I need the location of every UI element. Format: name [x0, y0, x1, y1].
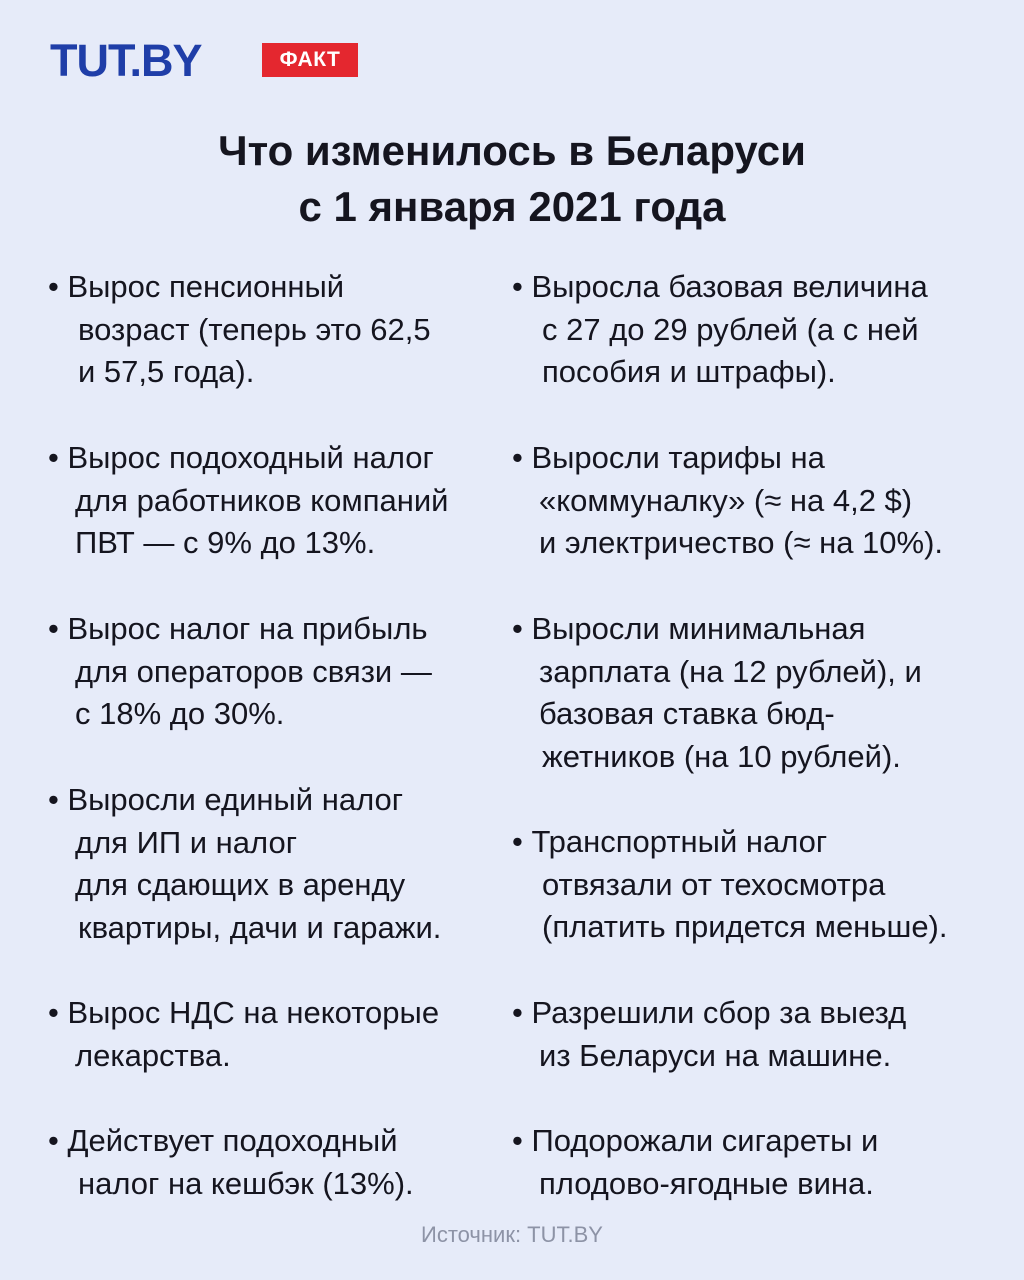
item-line: жетников (на 10 рублей). — [542, 738, 901, 774]
item-line: для работников компаний — [75, 482, 449, 518]
item-line: • Вырос налог на прибыль — [48, 608, 432, 651]
page-title — [0, 123, 1024, 235]
item-line: (платить придется меньше). — [542, 909, 948, 944]
item-line: • Действует подоходный — [48, 1120, 414, 1163]
item-line: квартиры, дачи и гаражи. — [78, 909, 442, 945]
item-line: • Выросли минимальная — [512, 608, 922, 651]
list-item-pension-age — [48, 266, 431, 394]
source-note: Источник: TUT.BY — [421, 1222, 603, 1247]
item-line: из Беларуси на машине. — [539, 1037, 892, 1073]
item-line: для ИП и налог — [75, 824, 298, 860]
item-line: и электричество (≈ на 10%). — [539, 525, 944, 560]
item-line: пособия и штрафы). — [542, 354, 836, 389]
title-line-2: с 1 января 2021 года — [298, 183, 726, 230]
item-line: ПВТ — с 9% до 13%. — [75, 525, 376, 560]
list-item-single-tax — [48, 779, 441, 949]
list-item-profit-tax-telecom — [48, 608, 432, 736]
fakt-badge: ФАКТ — [262, 43, 358, 77]
item-line: • Вырос НДС на некоторые — [48, 992, 439, 1035]
item-line: для сдающих в аренду — [75, 867, 406, 902]
logo-text: TUT.BY — [50, 35, 202, 86]
item-line: • Выросли единый налог — [48, 779, 441, 822]
item-line: с 18% до 30%. — [75, 696, 285, 731]
item-line: лекарства. — [75, 1037, 231, 1073]
item-line: плодово-ягодные вина. — [539, 1165, 874, 1201]
item-line: для операторов связи — — [75, 653, 432, 689]
item-line: • Подорожали сигареты и — [512, 1120, 878, 1163]
item-line: • Вырос пенсионный — [48, 266, 431, 309]
item-line: • Вырос подоходный налог — [48, 437, 448, 480]
item-line: налог на кешбэк (13%). — [78, 1165, 414, 1201]
item-line: • Выросла базовая величина — [512, 266, 928, 309]
list-item-income-tax-pvt — [48, 437, 448, 565]
list-item-transport-tax — [512, 821, 948, 949]
item-line: • Разрешили сбор за выезд — [512, 992, 906, 1035]
item-line: «коммуналку» (≈ на 4,2 $) — [539, 482, 913, 518]
item-line: зарплата (на 12 рублей), и — [539, 653, 922, 689]
list-item-utility-tariffs — [512, 437, 943, 565]
item-line: возраст (теперь это 62,5 — [78, 311, 431, 347]
list-item-minimum-wage — [512, 608, 922, 778]
item-line: базовая ставка бюд- — [539, 696, 835, 731]
item-line: и 57,5 года). — [78, 354, 255, 389]
list-item-cashback-tax — [48, 1120, 414, 1205]
item-line: отвязали от техосмотра — [542, 866, 886, 902]
title-line-1: Что изменилось в Беларуси — [218, 127, 806, 174]
list-item-base-value — [512, 266, 928, 394]
tutby-logo — [50, 35, 202, 86]
item-line: • Выросли тарифы на — [512, 437, 943, 480]
list-item-cigarettes-wine — [512, 1120, 878, 1205]
list-item-vat-medicine — [48, 992, 439, 1077]
item-line: • Транспортный налог — [512, 821, 948, 864]
list-item-exit-fee — [512, 992, 906, 1077]
item-line: с 27 до 29 рублей (а с ней — [542, 311, 919, 347]
